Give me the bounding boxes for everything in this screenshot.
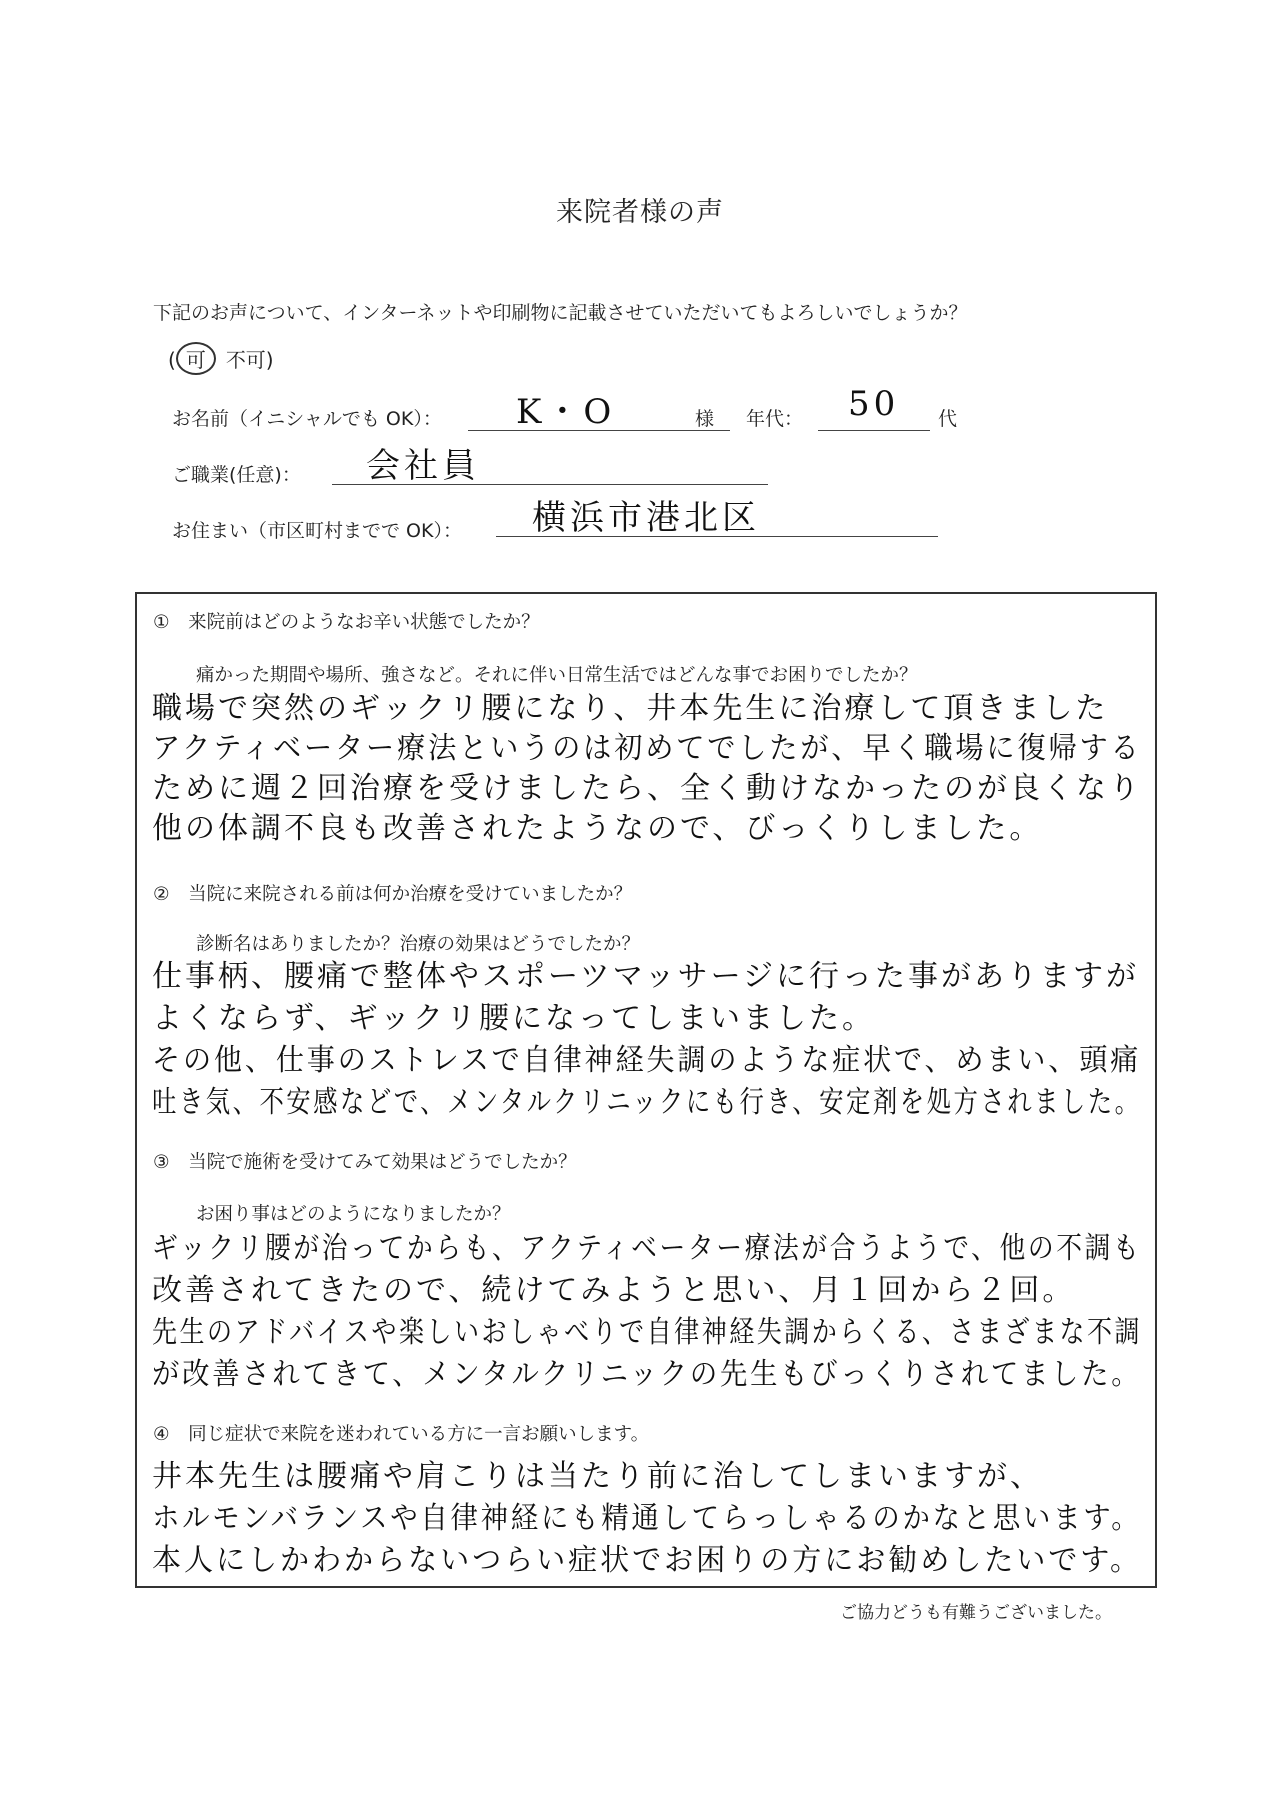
section-1-subheading: 痛かった期間や場所、強さなど。それに伴い日常生活ではどんな事でお困りでしたか？	[196, 665, 918, 686]
section-2-answer-line-2: よくならず、ギックリ腰になってしまいました。	[152, 1001, 875, 1036]
section-3-heading: ③ 当院で施術を受けてみて効果はどうでしたか？	[153, 1152, 577, 1173]
section-4-answer-line-1: 井本先生は腰痛や肩こりは当たり前に治してしまいますが、	[152, 1459, 1043, 1494]
consent-yes-circled[interactable]: 可	[176, 342, 216, 375]
section-3-answer-line-2: 改善されてきたので、続けてみようと思い、月１回から２回。	[152, 1273, 1076, 1308]
section-3-answer-line-4: が改善されてきて、メンタルクリニックの先生もびっくりされてました。	[152, 1357, 1142, 1392]
name-suffix: 様	[695, 408, 715, 430]
page-title: 来院者様の声	[556, 197, 724, 228]
section-2-answer-line-3: その他、仕事のストレスで自律神経失調のような症状で、めまい、頭痛	[152, 1043, 1142, 1078]
section-4-answer-line-2: ホルモンバランスや自律神経にも精通してらっしゃるのかなと思います。	[152, 1501, 1142, 1536]
section-1-answer-line-2: アクティベーター療法というのは初めてでしたが、早く職場に復帰する	[152, 731, 1142, 766]
address-field[interactable]	[496, 490, 938, 537]
section-3-answer-line-3: 先生のアドバイスや楽しいおしゃべりで自律神経失調からくる、さまざまな不調	[152, 1315, 1143, 1350]
section-4-answer-line-3: 本人にしかわからないつらい症状でお困りの方にお勧めしたいです。	[152, 1543, 1142, 1578]
section-2-subheading: 診断名はありましたか？治療の効果はどうでしたか？	[196, 934, 641, 955]
age-suffix: 代	[938, 408, 958, 430]
section-1-answer-line-4: 他の体調不良も改善されたようなので、びっくりしました。	[152, 811, 1043, 846]
name-field[interactable]	[468, 380, 730, 431]
name-value: K・O	[516, 392, 616, 432]
section-1-heading: ① 来院前はどのようなお辛い状態でしたか？	[153, 612, 540, 633]
section-2-answer-line-4: 吐き気、不安感などで、メンタルクリニックにも行き、安定剤を処方されました。	[152, 1085, 1142, 1120]
consent-open-paren: (	[168, 348, 176, 372]
job-field[interactable]	[332, 436, 768, 485]
consent-no[interactable]: 不可)	[225, 348, 274, 372]
section-3-answer-line-1: ギックリ腰が治ってからも、アクティベーター療法が合うようで、他の不調も	[152, 1231, 1142, 1266]
address-label: お住まい（市区町村までで OK）：	[172, 520, 462, 542]
section-1-answer-line-1: 職場で突然のギックリ腰になり、井本先生に治療して頂きました	[152, 691, 1109, 726]
consent-question: 下記のお声について、インターネットや印刷物に記載させていただいてもよろしいでしょうか？	[153, 302, 968, 324]
section-4-heading: ④ 同じ症状で来院を迷われている方に一言お願いします。	[153, 1424, 650, 1445]
section-2-answer-line-1: 仕事柄、腰痛で整体やスポーツマッサージに行った事がありますが	[152, 959, 1139, 994]
job-label: ご職業(任意)：	[172, 464, 301, 486]
section-2-heading: ② 当院に来院される前は何か治療を受けていましたか？	[153, 884, 633, 905]
job-value: 会社員	[366, 446, 480, 486]
section-3-subheading: お困り事はどのようになりましたか？	[196, 1204, 511, 1225]
age-field[interactable]	[818, 380, 930, 431]
name-label: お名前（イニシャルでも OK）：	[172, 408, 442, 430]
age-value: 50	[848, 384, 900, 424]
consent-options	[168, 342, 274, 375]
age-label: 年代：	[746, 408, 804, 430]
address-value: 横浜市港北区	[532, 498, 760, 538]
footer-thanks: ご協力どうも有難うございました。	[840, 1603, 1112, 1623]
section-1-answer-line-3: ために週２回治療を受けましたら、全く動けなかったのが良くなり	[152, 771, 1142, 806]
